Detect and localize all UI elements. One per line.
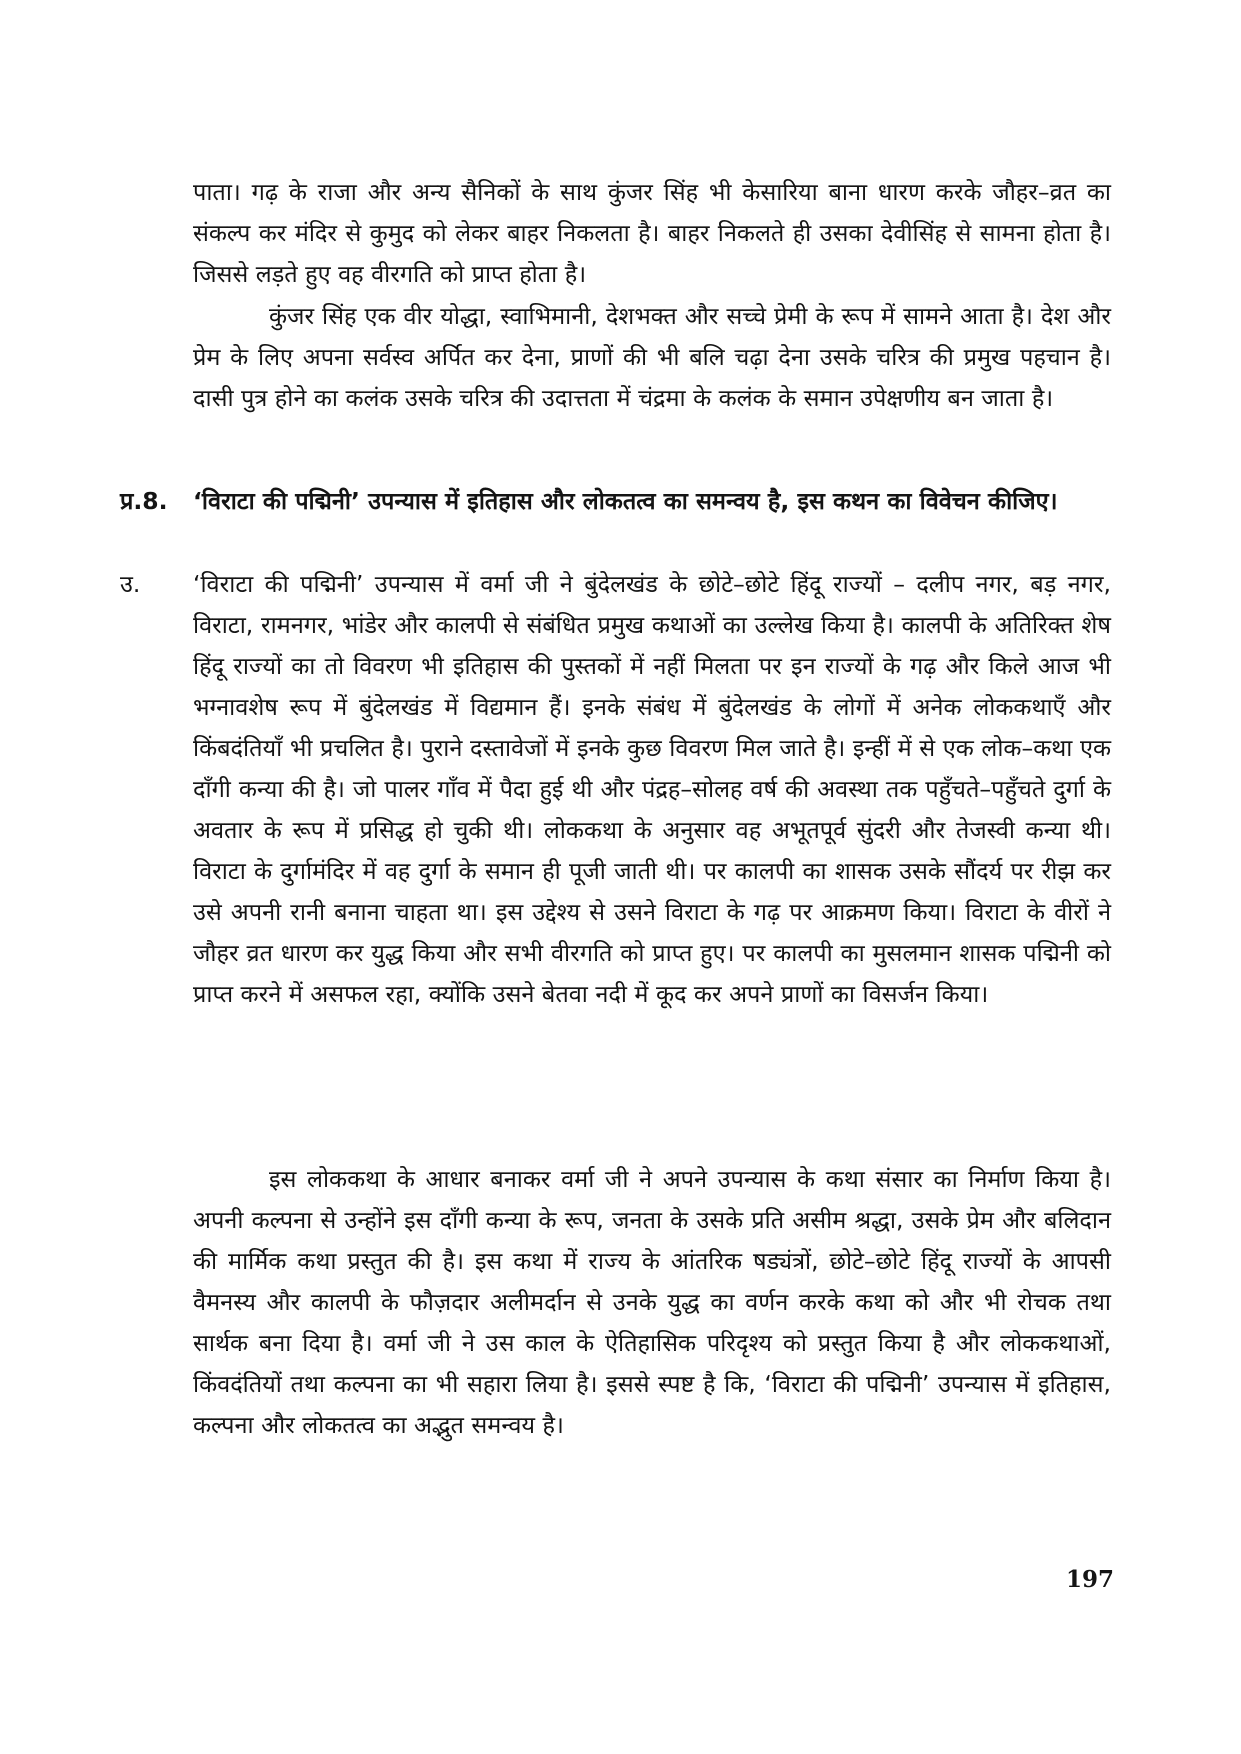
paragraph-continuation: पाता। गढ़ के राजा और अन्य सैनिकों के साथ कुंजर सिंह भी केसारिया बाना धारण करके जौहर–व्रत का संकल्प कर मंदिर से कुमुद को लेकर बाहर निकलता है। बाहर निकलते ही उसका देवीसिंह से सामना होता है। जिससे लड़ते हुए वह वीरगति को प्राप्त होता है।	[193, 178, 1111, 288]
answer-paragraph-2: इस लोककथा के आधार बनाकर वर्मा जी ने अपने उपन्यास के कथा संसार का निर्माण किया है। अपनी कल्पना से उन्होंने इस दाँगी कन्या के रूप, जनता के उसके प्रति असीम श्रद्धा, उसके प्रेम और बलिदान की मार्मिक कथा प्रस्तुत की है। इस कथा में राज्य के आंतरिक षड्यंत्रों, छोटे–छोटे हिंदू राज्यों के आपसी वैमनस्य और कालपी के फौज़दार अलीमर्दान से उनके युद्ध का वर्णन करके कथा को और भी रोचक तथा सार्थक बना दिया है। वर्मा जी ने उस काल के ऐतिहासिक परिदृश्य को प्रस्तुत किया है और लोककथाओं, किंवदंतियों तथा कल्पना का भी सहारा लिया है। इससे स्पष्ट है कि, ‘विराटा की पद्मिनी’ उपन्यास में इतिहास, कल्पना और लोकतत्व का अद्भुत समन्वय है।	[193, 1165, 1111, 1439]
question-marker: प्र.8.	[120, 487, 168, 515]
answer-paragraph-1: ‘विराटा की पद्मिनी’ उपन्यास में वर्मा जी ने बुंदेलखंड के छोटे–छोटे हिंदू राज्यों – दलीप नगर, बड़ नगर, विराटा, रामनगर, भांडेर और कालपी से संबंधित प्रमुख कथाओं का उल्लेख किया है। कालपी के अतिरिक्त शेष हिंदू राज्यों का तो विवरण भी इतिहास की पुस्तकों में नहीं मिलता पर इन राज्यों के गढ़ और किले आज भी भग्नावशेष रूप में बुंदेलखंड में विद्यमान हैं। इनके संबंध में बुंदेलखंड के लोगों में अनेक लोककथाएँ और किंबदंतियाँ भी प्रचलित है। पुराने दस्तावेजों में इनके कुछ विवरण मिल जाते है। इन्हीं में से एक लोक–कथा एक दाँगी कन्या की है। जो पालर गाँव में पैदा हुई थी और पंद्रह–सोलह वर्ष की अवस्था तक पहुँचते–पहुँचते दुर्गा के अवतार के रूप में प्रसिद्ध हो चुकी थी। लोककथा के अनुसार वह अभूतपूर्व सुंदरी और तेजस्वी कन्या थी। विराटा के दुर्गामंदिर में वह दुर्गा के समान ही पूजी जाती थी। पर कालपी का शासक उसके सौंदर्य पर रीझ कर उसे अपनी रानी बनाना चाहता था। इस उद्देश्य से उसने विराटा के गढ़ पर आक्रमण किया। विराटा के वीरों ने जौहर व्रत धारण कर युद्ध किया और सभी वीरगति को प्राप्त हुए। पर कालपी का मुसलमान शासक पद्मिनी को प्राप्त करने में असफल रहा, क्योंकि उसने बेतवा नदी में कूद कर अपने प्राणों का विसर्जन किया।	[193, 570, 1111, 1008]
answer-marker: उ.	[120, 570, 141, 598]
page-number: 197	[1065, 1566, 1114, 1593]
paragraph-kunjar-singh: कुंजर सिंह एक वीर योद्धा, स्वाभिमानी, देशभक्त और सच्चे प्रेमी के रूप में सामने आता है। देश और प्रेम के लिए अपना सर्वस्व अर्पित कर देना, प्राणों की भी बलि चढ़ा देना उसके चरित्र की प्रमुख पहचान है। दासी पुत्र होने का कलंक उसके चरित्र की उदात्तता में चंद्रमा के कलंक के समान उपेक्षणीय बन जाता है।	[193, 302, 1111, 412]
question-text: ‘विराटा की पद्मिनी’ उपन्यास में इतिहास और लोकतत्व का समन्वय है, इस कथन का विवेचन कीजिए।	[193, 487, 1058, 515]
